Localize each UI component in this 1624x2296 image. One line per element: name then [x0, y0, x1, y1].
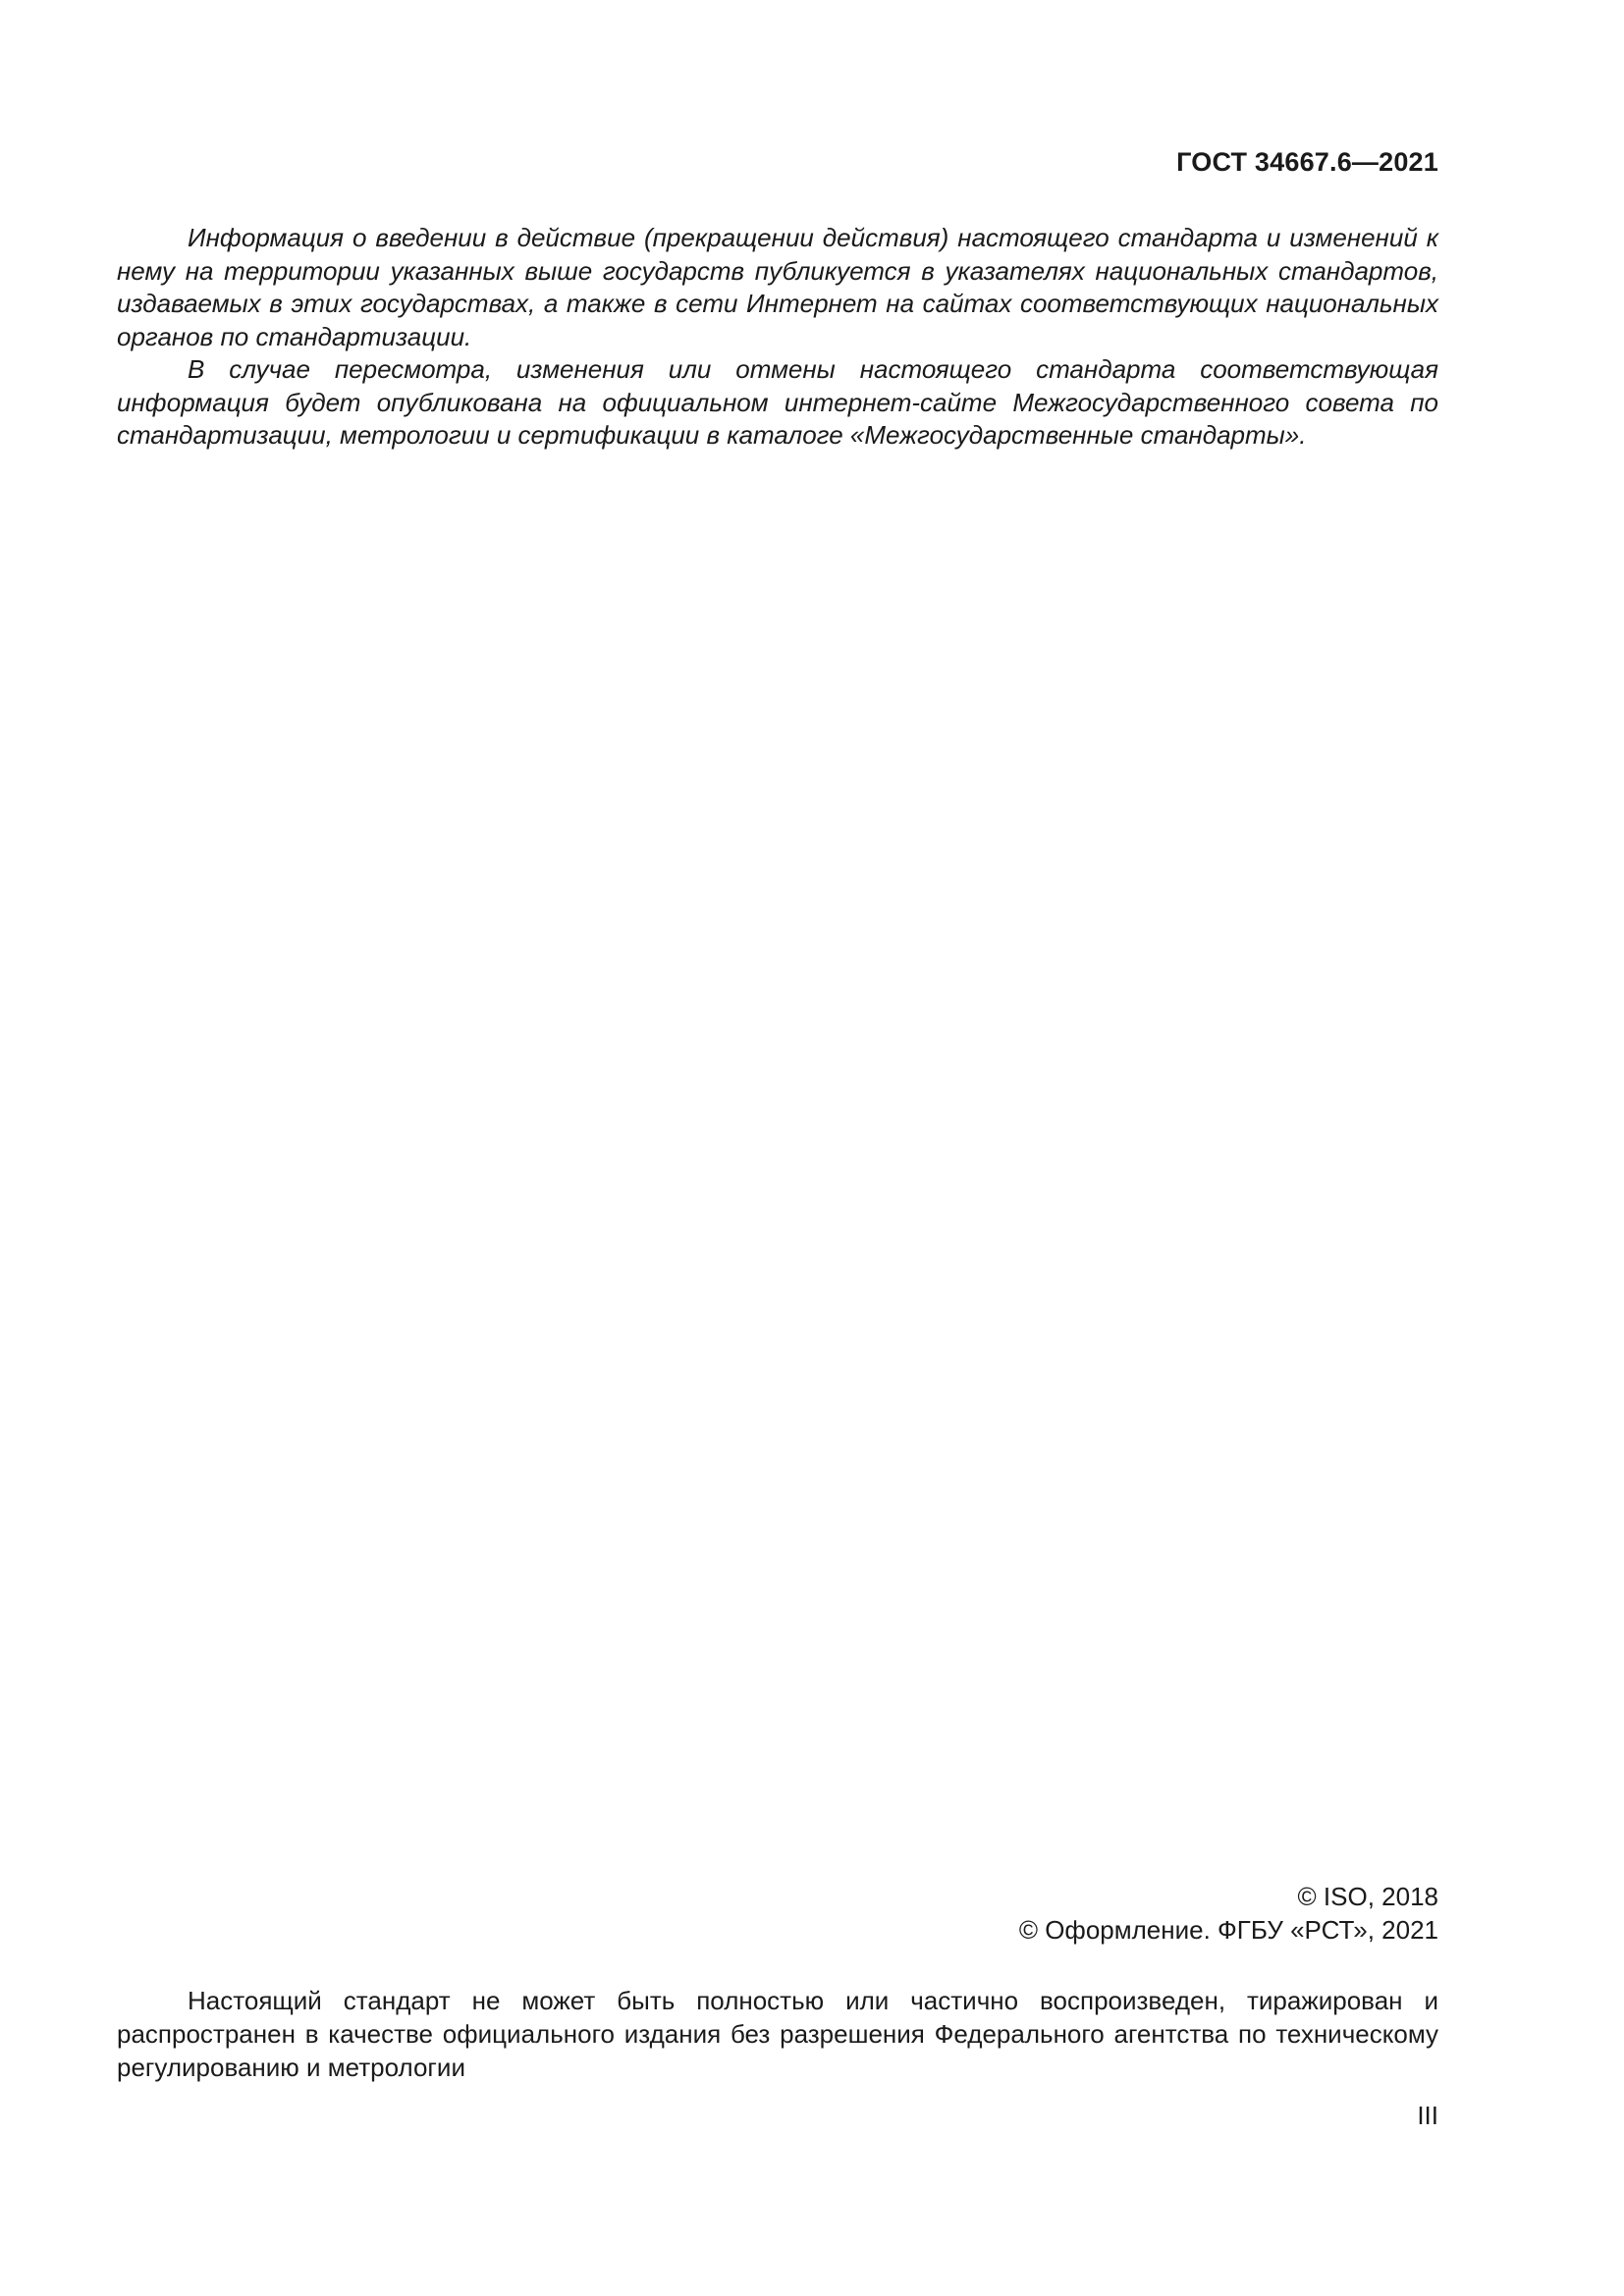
copyright-design: © Оформление. ФГБУ «РСТ», 2021	[1018, 1915, 1438, 1945]
intro-section	[117, 222, 1438, 453]
intro-paragraph-revision: В случае пересмотра, изменения или отмены настоящего стандарта соответствующая информация будет опубликована на официальном интернет-сайте Межгосударственного совета по стандартизации, метрологии и сертификации в каталоге «Межгосударственные стандарты».	[117, 354, 1438, 450]
page-number: III	[1417, 2101, 1438, 2130]
copyright-block	[1019, 1880, 1438, 1947]
intro-paragraph-implementation: Информация о введении в действие (прекращении действия) настоящего стандарта и изменений к нему на территории указанных выше государств публикуется в указателях национальных стандартов, издаваемых в этих государствах, а также в сети Интернет на сайтах соответствующих национальных органов по стандартизации.	[117, 223, 1438, 351]
copyright-iso: © ISO, 2018	[1297, 1882, 1438, 1911]
document-number-header: ГОСТ 34667.6—2021	[1176, 147, 1438, 177]
reproduction-notice: Настоящий стандарт не может быть полностью или частично воспроизведен, тиражирован и распространен в качестве официального издания без разрешения Федерального агентства по техническому регулированию и метрологии	[117, 1986, 1438, 2082]
